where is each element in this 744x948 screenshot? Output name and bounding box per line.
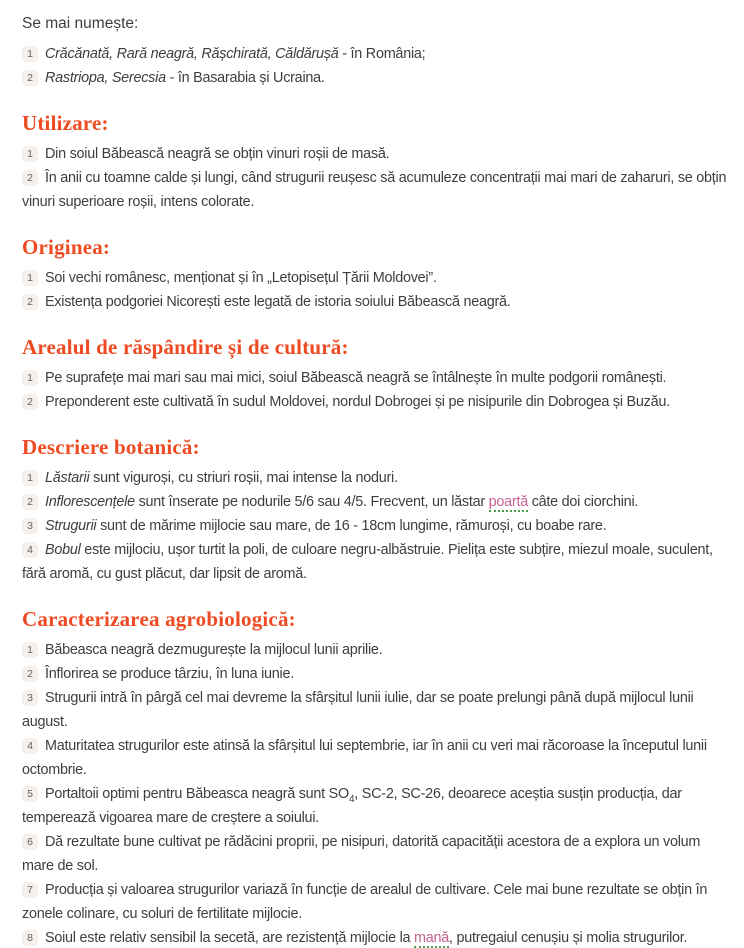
section-heading: Originea: <box>22 235 111 259</box>
list-item <box>22 66 728 90</box>
item-number-badge: 2 <box>22 394 38 410</box>
list-item <box>22 42 728 66</box>
subscript-text: 4 <box>348 793 355 805</box>
item-text: Pe suprafețe mai mari sau mai mici, soiul Băbească neagră se întâlnește în multe podgorii românești. <box>45 370 667 386</box>
item-text: - în România; <box>338 46 426 62</box>
section-list <box>22 142 728 214</box>
item-text: Băbeasca neagră dezmugurește la mijlocul lunii aprilie. <box>45 642 383 658</box>
item-number-badge: 5 <box>22 786 38 802</box>
list-item <box>22 878 728 926</box>
item-text: În anii cu toamne calde și lungi, când strugurii reușesc să acumuleze concentrații mai mari de zaharuri, se obțin vinuri superioare roșii, intens colorate. <box>22 170 727 210</box>
item-text-italic: Crăcănată, Rară neagră, Rășchirată, Căldărușă <box>45 46 339 62</box>
section <box>22 234 728 314</box>
list-item <box>22 366 728 390</box>
item-text: sunt viguroși, cu striuri roșii, mai intense la noduri. <box>89 470 398 486</box>
item-text: , SC-2, SC-26, deoarece aceștia susțin producția, dar temperează vigoarea mare de creștere a soiului. <box>22 786 682 826</box>
list-item <box>22 734 728 782</box>
item-text: câte doi ciorchini. <box>527 494 639 510</box>
item-text: Producția și valoarea strugurilor variază în funcție de arealul de cultivare. Cele mai bune rezultate se obțin în zonele colinare, cu soluri de fertilitate mijlocie. <box>22 882 708 922</box>
list-item <box>22 830 728 878</box>
item-number-badge: 3 <box>22 690 38 706</box>
list-item <box>22 662 728 686</box>
item-text: Dă rezultate bune cultivat pe rădăcini proprii, pe nisipuri, datorită capacității acestora de a explora un volum mare de sol. <box>22 834 701 874</box>
list-item <box>22 514 728 538</box>
intro-heading: Se mai numește: <box>22 15 139 32</box>
section-list <box>22 466 728 586</box>
item-text: Soi vechi românesc, menționat și în „Letopisețul Țării Moldovei”. <box>45 270 437 286</box>
list-item <box>22 926 728 948</box>
item-text: Maturitatea strugurilor este atinsă la sfârșitul lui septembrie, iar în anii cu veri mai răcoroase la începutul lunii octombrie. <box>22 738 707 778</box>
item-number-badge: 2 <box>22 666 38 682</box>
list-item <box>22 490 728 514</box>
item-text: este mijlociu, ușor turtit la poli, de culoare negru-albăstruie. Pielița este subțire, miezul moale, suculent, fără aromă, cu gust plăcut, dar lipsit de aromă. <box>22 542 713 582</box>
inline-link[interactable]: poartă <box>488 494 528 510</box>
item-text: Soiul este relativ sensibil la secetă, are rezistență mijlocie la <box>45 930 415 946</box>
item-text: Înflorirea se produce târziu, în luna iunie. <box>45 666 294 682</box>
section <box>22 110 728 214</box>
item-number-badge: 1 <box>22 470 38 486</box>
item-text-italic: Lăstarii <box>45 470 90 486</box>
section-heading: Caracterizarea agrobiologică: <box>22 607 296 631</box>
item-number-badge: 3 <box>22 518 38 534</box>
section <box>22 334 728 414</box>
list-item <box>22 142 728 166</box>
item-text: Existența podgoriei Nicorești este legată de istoria soiului Băbească neagră. <box>45 294 511 310</box>
list-item <box>22 290 728 314</box>
section-list <box>22 266 728 314</box>
item-number-badge: 6 <box>22 834 38 850</box>
section-heading: Descriere botanică: <box>22 435 200 459</box>
item-text-italic: Rastriopa, Serecsia <box>45 70 166 86</box>
section-list <box>22 366 728 414</box>
sections <box>22 110 728 948</box>
item-text: Preponderent este cultivată în sudul Moldovei, nordul Dobrogei și pe nisipurile din Dobrogea și Buzău. <box>45 394 670 410</box>
item-text: Portaltoii optimi pentru Băbeasca neagră sunt SO <box>45 786 349 802</box>
item-text-italic: Inflorescențele <box>45 494 135 510</box>
section-heading: Utilizare: <box>22 111 109 135</box>
inline-link[interactable]: mană <box>414 930 450 946</box>
item-number-badge: 8 <box>22 930 38 946</box>
item-number-badge: 4 <box>22 542 38 558</box>
list-item <box>22 390 728 414</box>
item-number-badge: 4 <box>22 738 38 754</box>
item-text: sunt înserate pe nodurile 5/6 sau 4/5. Frecvent, un lăstar <box>134 494 489 510</box>
item-text: Din soiul Băbească neagră se obțin vinuri roșii de masă. <box>45 146 390 162</box>
list-item <box>22 538 728 586</box>
item-number-badge: 2 <box>22 170 38 186</box>
item-number-badge: 1 <box>22 46 38 62</box>
item-number-badge: 1 <box>22 642 38 658</box>
list-item <box>22 686 728 734</box>
list-item <box>22 466 728 490</box>
item-number-badge: 7 <box>22 882 38 898</box>
item-text: - în Basarabia și Ucraina. <box>165 70 325 86</box>
item-text-italic: Strugurii <box>45 518 97 534</box>
section <box>22 434 728 586</box>
item-text: , putregaiul cenușiu și molia strugurilor. <box>449 930 688 946</box>
section-heading: Arealul de răspândire și de cultură: <box>22 335 349 359</box>
list-item <box>22 166 728 214</box>
list-item <box>22 638 728 662</box>
section-list <box>22 638 728 948</box>
item-number-badge: 1 <box>22 370 38 386</box>
item-text: Strugurii intră în pârgă cel mai devreme la sfârșitul lunii iulie, dar se poate prelungi până după mijlocul lunii august. <box>22 690 694 730</box>
item-number-badge: 1 <box>22 146 38 162</box>
section <box>22 606 728 948</box>
item-number-badge: 1 <box>22 270 38 286</box>
item-number-badge: 2 <box>22 294 38 310</box>
list-item <box>22 266 728 290</box>
item-number-badge: 2 <box>22 494 38 510</box>
list-item <box>22 782 728 830</box>
alias-list <box>22 42 728 90</box>
item-text: sunt de mărime mijlocie sau mare, de 16 - 18cm lungime, rămuroși, cu boabe rare. <box>96 518 607 534</box>
item-number-badge: 2 <box>22 70 38 86</box>
item-text-italic: Bobul <box>45 542 81 558</box>
